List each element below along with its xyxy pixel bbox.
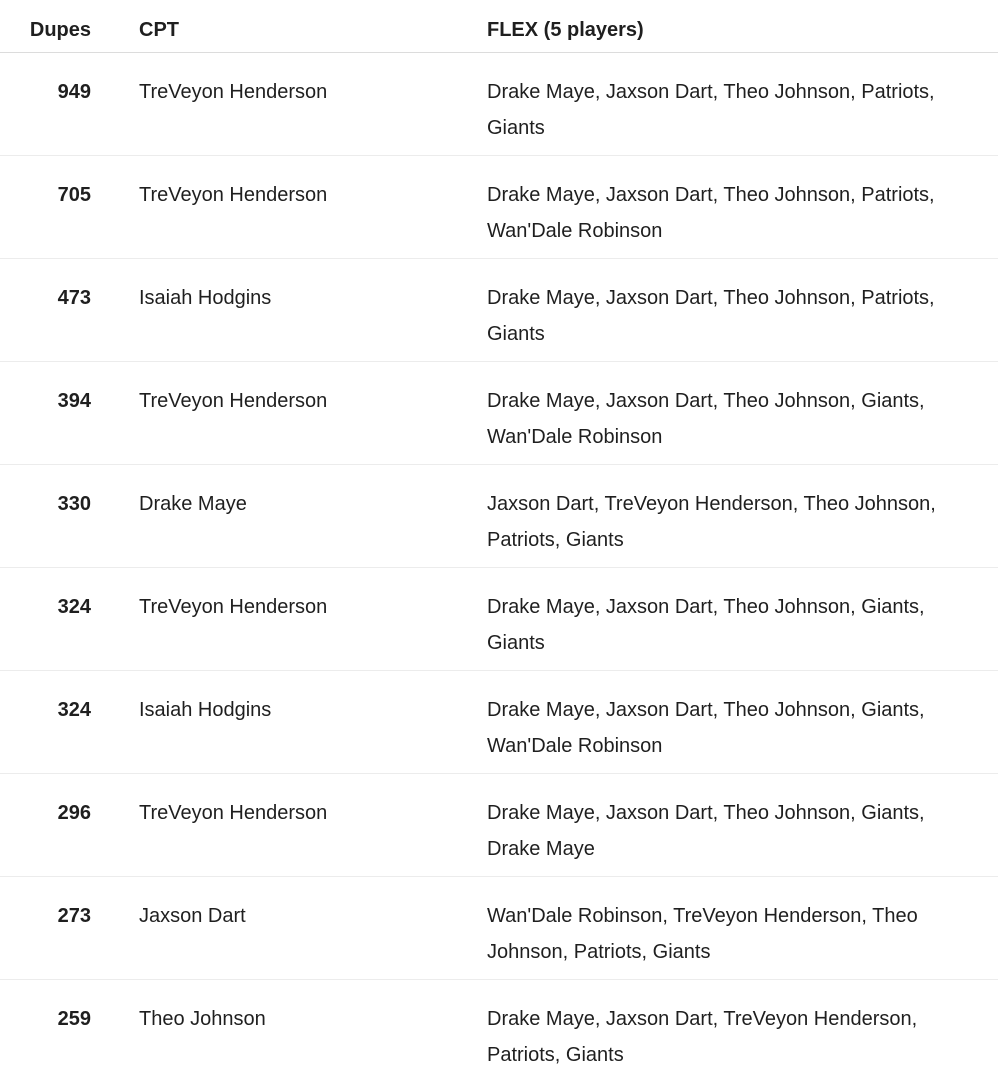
column-header-flex[interactable]: FLEX (5 players) xyxy=(487,19,644,41)
flex-players: Drake Maye, Jaxson Dart, Theo Johnson, Patriots, Giants xyxy=(487,81,935,139)
flex-players: Drake Maye, Jaxson Dart, TreVeyon Henderson, Patriots, Giants xyxy=(487,1008,918,1066)
flex-players: Drake Maye, Jaxson Dart, Theo Johnson, Giants, Giants xyxy=(487,596,925,654)
column-header-cpt[interactable]: CPT xyxy=(139,19,179,41)
flex-players: Drake Maye, Jaxson Dart, Theo Johnson, Giants, Wan'Dale Robinson xyxy=(487,699,925,757)
flex-players: Drake Maye, Jaxson Dart, Theo Johnson, Patriots, Wan'Dale Robinson xyxy=(487,184,935,242)
table-row xyxy=(0,980,998,1083)
table-row xyxy=(0,671,998,774)
cpt-player: TreVeyon Henderson xyxy=(139,184,328,206)
dupes-count: 324 xyxy=(57,699,91,721)
dupes-count: 324 xyxy=(57,596,91,618)
dupes-count: 330 xyxy=(57,493,91,515)
flex-players: Drake Maye, Jaxson Dart, Theo Johnson, Patriots, Giants xyxy=(487,287,935,345)
cpt-player: Drake Maye xyxy=(139,493,247,515)
table-row xyxy=(0,774,998,877)
cpt-player: Jaxson Dart xyxy=(139,905,246,927)
dupes-count: 296 xyxy=(57,802,91,824)
table-row xyxy=(0,568,998,671)
table-row xyxy=(0,877,998,980)
flex-players: Wan'Dale Robinson, TreVeyon Henderson, Theo Johnson, Patriots, Giants xyxy=(487,905,918,963)
column-header-dupes[interactable]: Dupes xyxy=(29,19,91,41)
cpt-player: TreVeyon Henderson xyxy=(139,81,328,103)
dupes-count: 949 xyxy=(57,81,91,103)
cpt-player: TreVeyon Henderson xyxy=(139,802,328,824)
flex-players: Drake Maye, Jaxson Dart, Theo Johnson, Giants, Wan'Dale Robinson xyxy=(487,390,925,448)
flex-players: Jaxson Dart, TreVeyon Henderson, Theo Johnson, Patriots, Giants xyxy=(487,493,936,551)
dupes-count: 473 xyxy=(57,287,91,309)
dupes-count: 273 xyxy=(57,905,91,927)
dupes-count: 259 xyxy=(57,1008,91,1030)
table-row xyxy=(0,156,998,259)
cpt-player: TreVeyon Henderson xyxy=(139,390,328,412)
cpt-player: TreVeyon Henderson xyxy=(139,596,328,618)
dupes-count: 394 xyxy=(57,390,91,412)
cpt-player: Isaiah Hodgins xyxy=(139,699,272,721)
table-header xyxy=(0,0,998,53)
cpt-player: Isaiah Hodgins xyxy=(139,287,272,309)
flex-players: Drake Maye, Jaxson Dart, Theo Johnson, Giants, Drake Maye xyxy=(487,802,925,860)
dupes-count: 705 xyxy=(57,184,91,206)
cpt-player: Theo Johnson xyxy=(139,1008,266,1030)
table-row xyxy=(0,465,998,568)
table-row xyxy=(0,53,998,156)
table-row xyxy=(0,362,998,465)
table-row xyxy=(0,259,998,362)
